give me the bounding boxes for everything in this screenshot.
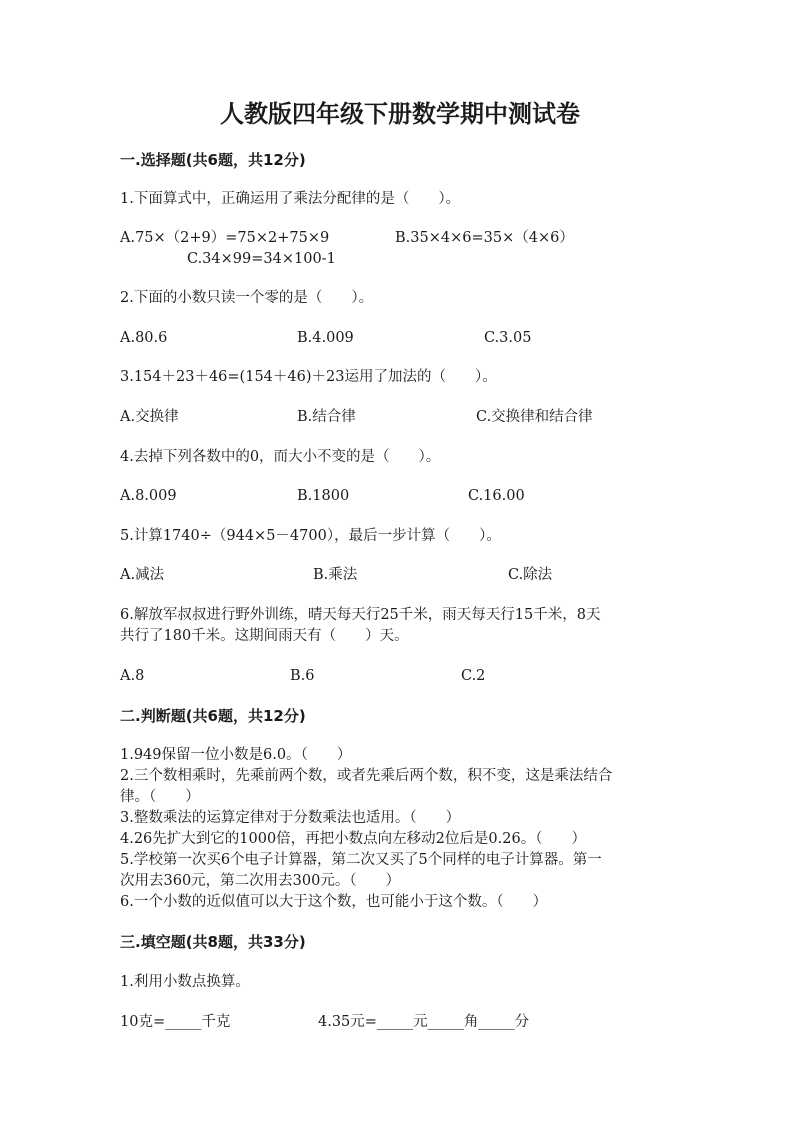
judge-item: 2.三个数相乘时，先乘前两个数，或者先乘后两个数，积不变，这是乘法结合 <box>120 768 613 784</box>
option-b: B.4.009 <box>297 330 354 346</box>
fill-item-a: 10克=_____千克 <box>120 1014 231 1030</box>
option-b: B.结合律 <box>297 409 356 425</box>
option-a: A.交换律 <box>120 409 179 425</box>
judge-item: 3.整数乘法的运算定律对于分数乘法也适用。（ ） <box>120 810 461 826</box>
option-b: B.乘法 <box>313 567 358 583</box>
judge-item: 6.一个小数的近似值可以大于这个数，也可能小于这个数。（ ） <box>120 894 548 910</box>
question-text: 1.下面算式中，正确运用了乘法分配律的是（ ）。 <box>120 191 461 207</box>
page-title: 人教版四年级下册数学期中测试卷 <box>220 100 580 128</box>
option-b: B.35×4×6=35×（4×6） <box>395 230 574 246</box>
option-c: C.交换律和结合律 <box>476 409 593 425</box>
option-c: C.34×99=34×100-1 <box>187 251 336 267</box>
fill-item-b: 4.35元=_____元_____角_____分 <box>318 1014 530 1030</box>
option-a: A.8 <box>120 668 145 684</box>
judge-item-cont: 次用去360元，第二次用去300元。（ ） <box>120 873 401 889</box>
judge-item: 5.学校第一次买6个电子计算器，第二次又买了5个同样的电子计算器。第一 <box>120 852 602 868</box>
option-a: A.8.009 <box>120 488 177 504</box>
question-text: 6.解放军叔叔进行野外训练，晴天每天行25千米，雨天每天行15千米，8天 <box>120 607 601 623</box>
question-text: 5.计算1740÷（944×5－4700），最后一步计算（ ）。 <box>120 528 501 544</box>
option-a: A.减法 <box>120 567 165 583</box>
judge-item: 4.26先扩大到它的1000倍，再把小数点向左移动2位后是0.26。（ ） <box>120 831 586 847</box>
question-text: 3.154＋23＋46=(154＋46)＋23运用了加法的（ ）。 <box>120 369 497 385</box>
question-text: 1.利用小数点换算。 <box>120 974 250 990</box>
question-text: 4.去掉下列各数中的0，而大小不变的是（ ）。 <box>120 449 441 465</box>
section-heading-choice: 一.选择题(共6题，共12分) <box>120 151 306 169</box>
question-text: 2.下面的小数只读一个零的是（ ）。 <box>120 290 374 306</box>
option-a: A.75×（2+9）=75×2+75×9 <box>120 230 330 246</box>
option-c: C.2 <box>461 668 486 684</box>
option-c: C.3.05 <box>484 330 532 346</box>
option-a: A.80.6 <box>120 330 168 346</box>
judge-item-cont: 律。（ ） <box>120 789 200 805</box>
option-b: B.1800 <box>297 488 350 504</box>
option-c: C.除法 <box>508 567 553 583</box>
option-c: C.16.00 <box>468 488 525 504</box>
section-heading-judge: 二.判断题(共6题，共12分) <box>120 707 306 725</box>
option-b: B.6 <box>290 668 315 684</box>
question-text-cont: 共行了180千米。这期间雨天有（ ）天。 <box>120 628 409 644</box>
section-heading-fill: 三.填空题(共8题，共33分) <box>120 933 306 951</box>
judge-item: 1.949保留一位小数是6.0。（ ） <box>120 747 352 763</box>
